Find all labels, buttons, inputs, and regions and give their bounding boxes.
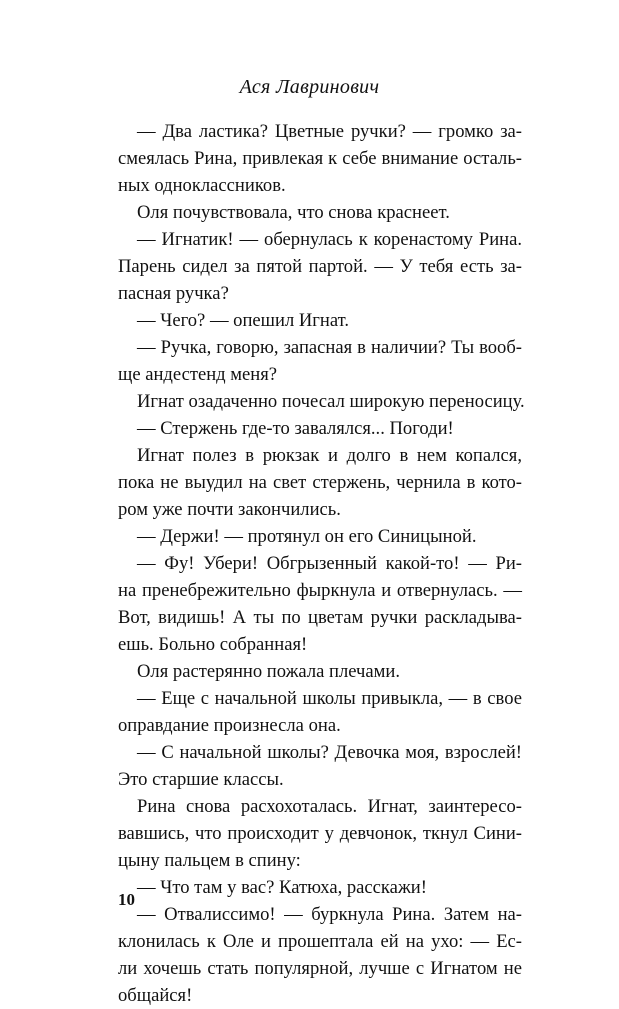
text-line: — Отвалиссимо! — буркнула Рина. Затем на-	[137, 904, 522, 925]
text-line: — Два ластика? Цветные ручки? — громко за-	[137, 121, 522, 142]
text-line: цыну пальцем в спину:	[118, 850, 301, 871]
text-line: ром уже почти закончились.	[118, 499, 341, 520]
running-title: Ася Лавринович	[239, 76, 380, 98]
page-number: 10	[118, 890, 135, 909]
text-line: Оля почувствовала, что снова краснеет.	[137, 202, 450, 223]
text-line: Игнат полез в рюкзак и долго в нем копался,	[137, 445, 522, 466]
text-line: — Ручка, говорю, запасная в наличии? Ты вооб-	[137, 337, 522, 358]
text-line: — Еще с начальной школы привыкла, — в свое	[137, 688, 522, 709]
text-line: — Фу! Убери! Обгрызенный какой-то! — Ри-	[137, 553, 522, 574]
text-line: ще андестенд меня?	[118, 364, 278, 385]
text-line: — Чего? — опешил Игнат.	[137, 310, 350, 331]
text-line: Вот, видишь! А ты по цветам ручки раскладыва-	[118, 607, 522, 628]
text-line: пока не выудил на свет стержень, чернила в кото-	[118, 472, 522, 493]
text-line: — Держи! — протянул он его Синицыной.	[137, 526, 477, 547]
text-line: — С начальной школы? Девочка моя, взрослей!	[137, 742, 522, 763]
text-line: Парень сидел за пятой партой. — У тебя есть за-	[118, 256, 522, 277]
text-line: Оля растерянно пожала плечами.	[137, 661, 400, 682]
text-line: смеялась Рина, привлекая к себе внимание осталь-	[118, 148, 522, 169]
text-line: Игнат озадаченно почесал широкую переносицу.	[137, 391, 525, 412]
text-line: Рина снова расхохоталась. Игнат, заинтересо-	[137, 796, 522, 817]
text-line: пасная ручка?	[118, 283, 229, 304]
text-line: — Что там у вас? Катюха, расскажи!	[137, 877, 427, 898]
body-text	[118, 118, 525, 1009]
text-line: клонилась к Оле и прошептала ей на ухо: — Ес-	[118, 931, 522, 952]
text-line: оправдание произнесла она.	[118, 715, 341, 736]
text-line: общайся!	[118, 985, 193, 1006]
text-line: — Игнатик! — обернулась к коренастому Рина.	[137, 229, 522, 250]
text-line: — Стержень где-то завалялся... Погоди!	[137, 418, 454, 439]
text-line: вавшись, что происходит у девчонок, ткнул Сини-	[118, 823, 522, 844]
text-line: ли хочешь стать популярной, лучше с Игнатом не	[118, 958, 522, 979]
text-line: ешь. Больно собранная!	[118, 634, 308, 655]
text-line: ных одноклассников.	[118, 175, 286, 196]
text-line: на пренебрежительно фыркнула и отвернулась. —	[118, 580, 522, 601]
text-line: Это старшие классы.	[118, 769, 284, 790]
